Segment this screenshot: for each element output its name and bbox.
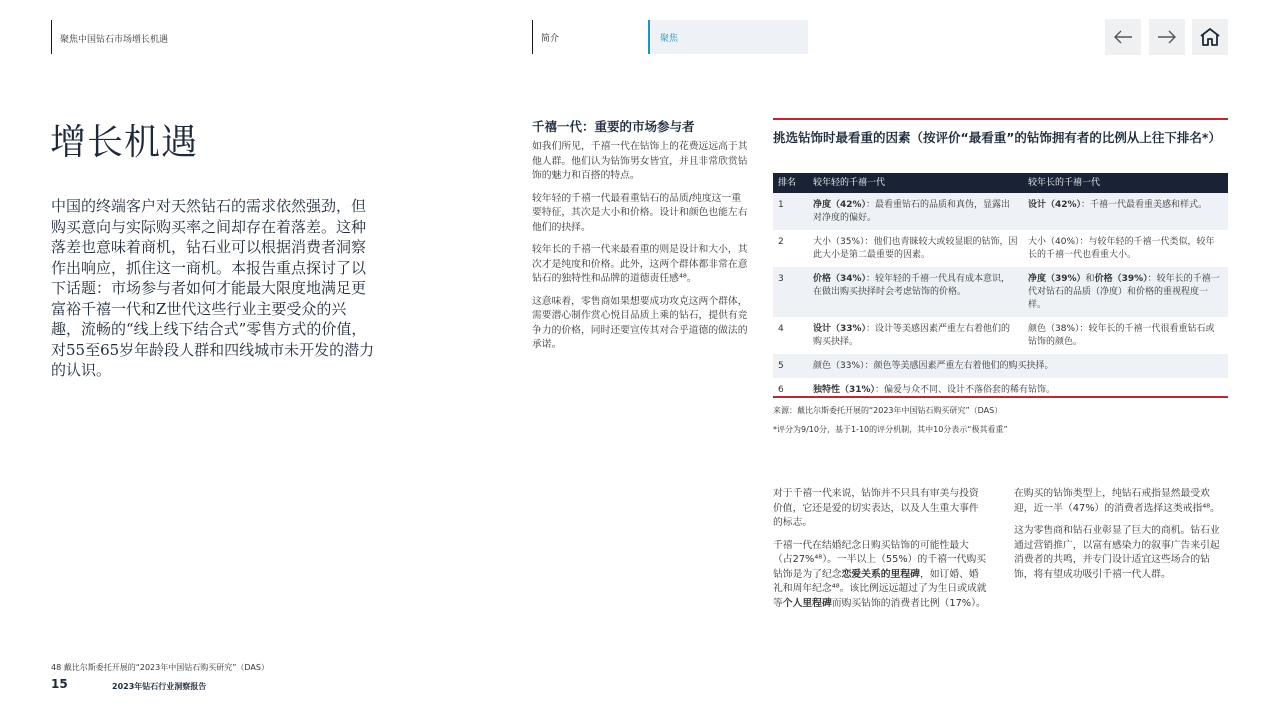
report-title: 2023年钻石行业洞察报告: [112, 682, 207, 691]
tab-focus[interactable]: [648, 20, 808, 54]
rank-cell: 5: [773, 354, 808, 378]
span-cell: 独特性（31%）：偏爱与众不同、设计不落俗套的稀有钻饰。: [813, 385, 1056, 395]
young-cell: 设计（33%）：设计等美感因素严重左右着他们的购买抉择。: [813, 324, 1011, 347]
middle-paragraph: 较年长的千禧一代来最看重的则是设计和大小，其次才是纯度和价格。此外，这两个群体都非常在意钻石的独特性和品牌的道德责任感⁴⁸。: [532, 244, 748, 284]
middle-text: [532, 140, 748, 361]
table-row: [773, 378, 1228, 402]
bottom-paragraph: 这为零售商和钻石业彰显了巨大的商机。钻石业通过营销推广，以富有感染力的叙事广告来引起消费者的共鸣，并专门设计适宜这些场合的钻饰，将有望成功吸引千禧一代人群。: [1014, 525, 1220, 580]
rank-cell: 2: [778, 237, 784, 247]
old-cell: 净度（39%）和价格（39%）：较年长的千禧一代对钻石的品质（净度）和价格的重视程度一样。: [1023, 267, 1228, 317]
home-icon: [1199, 27, 1221, 47]
table-title: 挑选钻饰时最看重的因素（按评价“最看重”的钻饰拥有者的比例从上往下排名*）: [773, 130, 1221, 145]
col-header-old: 较年长的千禧一代: [1023, 173, 1228, 193]
table-row: [773, 317, 1228, 354]
home-button[interactable]: [1192, 19, 1228, 55]
col-header-rank: 排名: [773, 173, 808, 193]
bottom-col-1: [773, 487, 988, 619]
table-header-row: [773, 173, 1228, 193]
young-cell: 价格（34%）：较年轻的千禧一代具有成本意识，在做出购买抉择时会考虑钻饰的价格。: [808, 267, 1023, 317]
young-cell: 大小（35%）：他们也青睐较大或较显眼的钻饰，因此大小是第二最重要的因素。: [813, 237, 1018, 260]
tab-focus-label: 聚焦: [660, 33, 679, 44]
tab-intro-label: 简介: [541, 33, 560, 44]
bottom-col-2: [1014, 487, 1229, 590]
bottom-paragraph: 对于千禧一代来说，钻饰并不只具有审美与投资价值，它还是爱的切实表达，以及人生重大事件的标志。: [773, 488, 979, 528]
next-page-button[interactable]: [1149, 19, 1185, 55]
table-row: [773, 230, 1228, 267]
page-number: 15: [51, 677, 68, 691]
span-cell: 颜色（33%）：颜色等美感因素严重左右着他们的购买抉择。: [808, 354, 1228, 378]
bottom-paragraph: 千禧一代在结婚纪念日购买钻饰的可能性最大（占27%⁴⁸）。一半以上（55%）的千禧一代购买钻饰是为了纪念恋爱关系的里程碑，如订婚、婚礼和周年纪念⁴⁸。该比例远远超过了为生日或成就等个人里程碑而购买钻饰的消费者比例（17%）。: [773, 539, 987, 609]
old-cell: 颜色（38%）：较年长的千禧一代很看重钻石或钻饰的颜色。: [1028, 324, 1215, 347]
intro-paragraph: 中国的终端客户对天然钻石的需求依然强劲，但购买意向与实际购买率之间却存在着落差。这种落差也意味着商机，钻石业可以根据消费者洞察作出响应，抓住这一商机。本报告重点探讨了以下话题：市场参与者如何才能最大限度地满足更富裕千禧一代和Z世代这些行业主要受众的兴趣，流畅的“线上线下结合式”零售方式的价值，对55至65岁年龄段人群和四线城市未开发的潜力的认识。: [51, 197, 375, 379]
table-row: [773, 193, 1228, 230]
middle-paragraph: 这意味着，零售商如果想要成功攻克这两个群体，需要潜心制作赏心悦目品质上乘的钻石，提供有竞争力的价格，同时还要宣传其对合乎道德的做法的承诺。: [532, 295, 748, 350]
footnote: 48 戴比尔斯委托开展的“2023年中国钻石购买研究”（DAS）: [51, 663, 269, 672]
col-header-young: 较年轻的千禧一代: [808, 173, 1023, 193]
middle-paragraph: 较年轻的千禧一代最看重钻石的品质/纯度这一重要特征，其次是大小和价格。设计和颜色也能左右他们的抉择。: [532, 192, 748, 233]
table-row: [773, 267, 1228, 317]
section-heading: 千禧一代：重要的市场参与者: [532, 119, 695, 134]
rank-cell: 3: [773, 267, 808, 317]
bottom-paragraph: 在购买的钻饰类型上，纯钻石戒指显然最受欢迎，近一半（47%）的消费者选择这类戒指⁴⁸。: [1014, 488, 1220, 514]
old-cell: 设计（42%）：千禧一代最看重美感和样式。: [1023, 193, 1228, 230]
factors-table: [773, 173, 1228, 402]
young-cell: 净度（42%）：最看重钻石的品质和真伪，显露出对净度的偏好。: [808, 193, 1023, 230]
table-source: 来源：戴比尔斯委托开展的“2023年中国钻石购买研究”（DAS）: [773, 406, 1003, 415]
rank-cell: 6: [778, 385, 784, 395]
header-divider: [51, 20, 52, 54]
middle-paragraph: 如我们所见，千禧一代在钻饰上的花费远远高于其他人群。他们认为钻饰男女皆宜，并且非常欣赏钻饰的魅力和百搭的特点。: [532, 141, 748, 181]
rank-cell: 4: [778, 324, 784, 334]
old-cell: 大小（40%）：与较年轻的千禧一代类似，较年长的千禧一代也看重大小。: [1028, 237, 1215, 260]
prev-page-button[interactable]: [1105, 19, 1141, 55]
tab-intro[interactable]: [533, 20, 648, 54]
arrow-left-icon: [1113, 30, 1133, 44]
table-top-rule: [773, 118, 1228, 120]
table-bottom-rule: [773, 396, 1228, 398]
page-title: 增长机遇: [50, 122, 199, 163]
rank-cell: 1: [773, 193, 808, 230]
arrow-right-icon: [1157, 30, 1177, 44]
table-row: [773, 354, 1228, 378]
breadcrumb: 聚焦中国钻石市场增长机遇: [60, 35, 169, 45]
table-note: *评分为9/10分，基于1-10的评分机制，其中10分表示“极其看重”: [773, 425, 1008, 434]
